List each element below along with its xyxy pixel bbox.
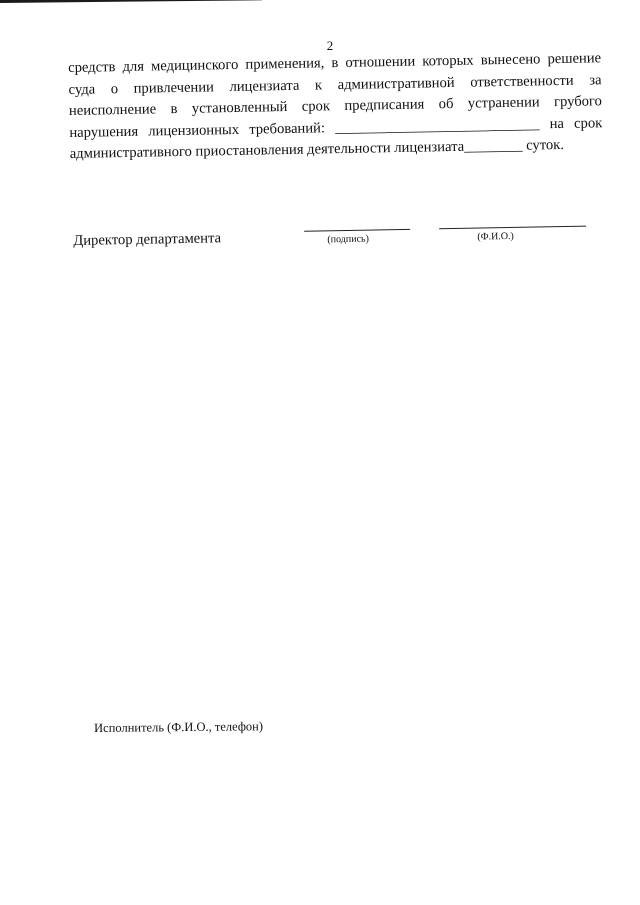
signature-line bbox=[304, 229, 410, 232]
body-line: средств для медицинского применения, в отношении которых вынесено решение bbox=[68, 50, 602, 76]
executor-label: Исполнитель (Ф.И.О., телефон) bbox=[94, 719, 264, 735]
body-line: неисполнение в установленный срок предписания об устранении грубого bbox=[68, 93, 603, 119]
body-paragraph bbox=[68, 48, 603, 165]
body-line: административного приостановления деятельности лицензиата________ суток. bbox=[69, 136, 565, 162]
signatory-title: Директор департамента bbox=[73, 230, 222, 249]
body-line: суда о привлечении лицензиата к административной ответственности за bbox=[68, 71, 602, 98]
page-number: 2 bbox=[326, 38, 334, 53]
scan-edge-line bbox=[0, 0, 262, 3]
signature-caption: (подпись) bbox=[327, 233, 369, 246]
fio-line bbox=[439, 226, 586, 230]
signature-block bbox=[73, 213, 594, 263]
fio-caption: (Ф.И.О.) bbox=[477, 230, 514, 243]
body-line: нарушения лицензионных требований: ____________________________ на срок bbox=[69, 114, 603, 141]
